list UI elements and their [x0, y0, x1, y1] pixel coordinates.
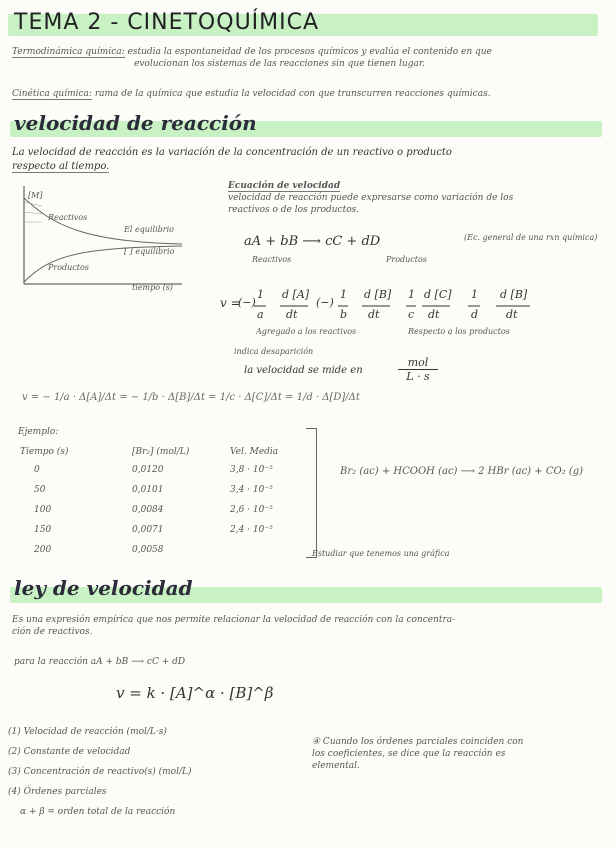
section1-def-2: respecto al tiempo.: [12, 161, 110, 172]
ecuacion-text-2: reactivos o de los productos.: [228, 205, 360, 215]
agregado-label: Agregado a los reactivos: [256, 327, 357, 336]
graph-label-equilibrio-2: [ ] equilibrio: [124, 247, 175, 256]
ecuacion-block: [228, 180, 608, 216]
kinetic-definition: [12, 88, 612, 100]
rate-minus-1: (−): [238, 296, 256, 309]
item-velocidad: (1) Velocidad de reacción (mol/L·s): [8, 727, 167, 737]
frac-7-den: d: [471, 308, 479, 321]
item-orden-total: α + β = orden total de la reacción: [20, 807, 176, 817]
frac-3-den: b: [340, 308, 348, 321]
section2-definition: [12, 614, 607, 638]
table-cell: 0,0058: [132, 545, 164, 555]
table-header-vel: Vel. Media: [230, 447, 279, 457]
rate-law: v = k · [A]^α · [B]^β: [116, 684, 274, 702]
ecuacion-text-1: velocidad de reacción puede expresarse como variación de los: [228, 193, 514, 203]
general-reaction: aA + bB ⟶ cC + dD: [244, 234, 381, 249]
section-heading-velocidad: velocidad de reacción: [14, 111, 257, 135]
thermo-term: Termodinámica química:: [12, 47, 125, 57]
graph-label-equilibrio-1: El equilibrio: [124, 225, 174, 234]
frac-1-den: a: [257, 308, 264, 321]
example-label: Ejemplo:: [18, 427, 59, 437]
graph-label-productos: Productos: [48, 263, 89, 272]
table-cell: 0,0120: [132, 465, 164, 475]
units-note: [244, 364, 363, 378]
thermo-definition: [12, 46, 602, 70]
frac-3-num: 1: [340, 288, 347, 301]
rate-expression: [220, 282, 550, 328]
respecto-label: Respecto a los productos: [408, 327, 510, 336]
table-cell: 0: [34, 465, 40, 475]
rate-law-items: [8, 722, 298, 822]
frac-8-num: d [B]: [500, 288, 528, 301]
indica-label: indica desaparición: [234, 347, 314, 356]
table-cell: 0,0071: [132, 525, 164, 535]
unit-num: mol: [398, 356, 438, 370]
thermo-text-1: estudia la espontaneidad de los procesos químicos y evalúa el contenido en que: [127, 47, 492, 57]
graph-label-reactivos: Reactivos: [48, 213, 88, 222]
ecuacion-heading: Ecuación de velocidad: [228, 181, 341, 191]
rate-v: v =: [220, 296, 241, 310]
frac-5-num: 1: [408, 288, 415, 301]
table-cell: 2,4 · 10⁻⁵: [230, 525, 273, 535]
table-header-concentration: [Br₂] (mol/L): [132, 447, 190, 457]
frac-4-num: d [B]: [364, 288, 392, 301]
section2-def-2: ción de reactivos.: [12, 627, 93, 637]
section1-def-1: La velocidad de reacción es la variación de la concentración de un reactivo o producto: [12, 147, 452, 158]
table-cell: [230, 540, 300, 560]
elemental-note-2: los coeficientes, se dice que la reacción es: [312, 749, 506, 759]
table-cell: 0,0101: [132, 485, 164, 495]
frac-5-den: c: [408, 308, 415, 321]
units-note-label: la velocidad se mide en: [244, 365, 363, 376]
table-cell: 2,6 · 10⁻⁵: [230, 505, 273, 515]
frac-6-num: d [C]: [424, 288, 452, 301]
graph-x-label: tiempo (s): [132, 283, 173, 292]
page-title: TEMA 2 - CINETOQUÍMICA: [14, 10, 320, 35]
item-concentracion: (3) Concentración de reactivo(s) (mol/L): [8, 767, 192, 777]
frac-7-num: 1: [471, 288, 478, 301]
productos-label: Productos: [386, 255, 427, 264]
item-ordenes: (4) Órdenes parciales: [8, 787, 107, 797]
general-reaction-note: (Ec. general de una rxn química): [464, 233, 598, 242]
item-constante: (2) Constante de velocidad: [8, 747, 131, 757]
frac-4-den: dt: [368, 308, 380, 321]
thermo-text-2: evolucionan los sistemas de las reacciones sin que tienen lugar.: [134, 59, 425, 69]
reactivos-label: Reactivos: [252, 255, 292, 264]
kinetic-text: rama de la química que estudia la velocidad con que transcurren reacciones químicas.: [94, 89, 491, 99]
elemental-note: [312, 736, 602, 772]
delta-rate-equation: v = − 1/a · Δ[A]/Δt = − 1/b · Δ[B]/Δt = 1/c · Δ[C]/Δt = 1/d · Δ[D]/Δt: [22, 392, 360, 403]
table-cell: 50: [34, 485, 46, 495]
example-note: Estudiar que tenemos una gráfica: [312, 549, 450, 558]
example-table: [20, 444, 300, 560]
section1-definition: [12, 146, 607, 174]
elemental-note-3: elemental.: [312, 761, 360, 771]
table-cell: 0,0084: [132, 505, 164, 515]
section-heading-ley: ley de velocidad: [14, 576, 193, 600]
frac-8-den: dt: [506, 308, 518, 321]
frac-1-num: 1: [257, 288, 264, 301]
for-reaction: para la reacción aA + bB ⟶ cC + dD: [14, 657, 186, 667]
table-cell: 100: [34, 505, 52, 515]
concentration-time-graph: [12, 184, 184, 292]
elemental-note-1: ④ Cuando los órdenes parciales coinciden con: [312, 737, 524, 747]
table-header-tiempo: Tiempo (s): [20, 447, 69, 457]
rate-minus-2: (−): [316, 296, 334, 309]
kinetic-term: Cinética química:: [12, 89, 92, 99]
frac-2-num: d [A]: [282, 288, 310, 301]
frac-2-den: dt: [286, 308, 298, 321]
frac-6-den: dt: [428, 308, 440, 321]
table-cell: 3,4 · 10⁻⁵: [230, 485, 273, 495]
table-cell: 3,8 · 10⁻⁵: [230, 465, 273, 475]
unit-den: L · s: [406, 370, 430, 383]
example-reaction: Br₂ (ac) + HCOOH (ac) ⟶ 2 HBr (ac) + CO₂ (g): [340, 466, 584, 477]
table-cell: 150: [34, 525, 52, 535]
table-bracket: [306, 428, 317, 558]
section2-def-1: Es una expresión empírica que nos permite relacionar la velocidad de reacción con la concentra-: [12, 615, 456, 625]
unit-fraction: [398, 356, 438, 383]
table-cell: 200: [34, 545, 52, 555]
graph-y-label: [M]: [28, 191, 43, 200]
